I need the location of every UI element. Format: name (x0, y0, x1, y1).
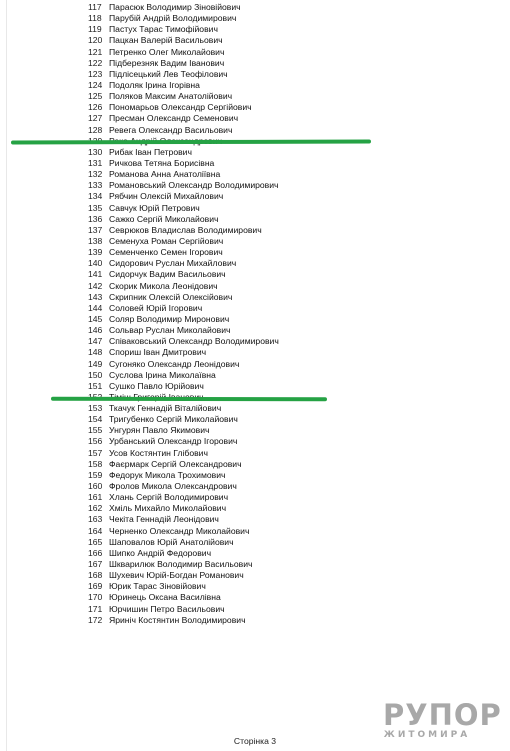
item-name: Чекіта Геннадій Леонідович (109, 514, 219, 525)
item-name: Парасюк Володимир Зіновійович (109, 2, 241, 12)
list-item (88, 191, 488, 202)
page-number: Сторінка 3 (233, 736, 277, 746)
watermark-logo (383, 698, 502, 741)
item-name: Скорик Микола Леонідович (109, 280, 218, 291)
item-number: 153 (88, 403, 103, 414)
item-number: 143 (88, 291, 103, 302)
item-number: 157 (88, 447, 103, 458)
item-name: Яриніч Костянтин Володимирович (109, 614, 246, 625)
list-item (88, 303, 488, 314)
list-item (88, 180, 488, 191)
item-number: 121 (88, 46, 103, 57)
item-number: 127 (88, 113, 103, 124)
item-number: 166 (88, 547, 103, 558)
item-name: Петренко Олег Миколайович (109, 46, 225, 57)
item-number: 151 (88, 380, 103, 391)
list-item (88, 514, 488, 525)
item-name: Сольвар Руслан Миколайович (109, 325, 231, 336)
item-name: Усов Костянтин Глібович (109, 447, 208, 458)
item-number: 154 (88, 414, 103, 425)
list-item (88, 325, 488, 336)
watermark-main-text: РУПОР (383, 698, 502, 732)
item-name: Фролов Микола Олександрович (109, 481, 237, 492)
item-number: 158 (88, 458, 103, 469)
item-name: Фаєрмарк Сергій Олександрович (109, 458, 242, 469)
list-item (88, 147, 488, 158)
item-name: Юрик Тарас Зіновійович (109, 581, 206, 592)
list-item (88, 459, 488, 470)
item-name: Романовський Олександр Володимирович (109, 180, 279, 191)
item-name: Хміль Михайло Миколайович (109, 503, 227, 514)
list-item (88, 113, 488, 124)
item-number: 126 (88, 102, 103, 113)
item-name: Шкварилюк Володимир Васильович (109, 559, 253, 570)
item-name: Суслова Ірина Миколаївна (109, 369, 216, 380)
item-number: 167 (88, 559, 103, 570)
item-number: 163 (88, 514, 103, 525)
list-item (88, 13, 488, 24)
item-name: Ричкова Тетяна Борисівна (109, 157, 215, 168)
item-number: 162 (88, 503, 103, 514)
item-number: 149 (88, 358, 103, 369)
item-name: Черненко Олександр Миколайович (109, 525, 250, 536)
item-number: 138 (88, 235, 103, 246)
item-name: Сугоняко Олександр Леонідович (109, 358, 240, 369)
item-name: Севрюков Владислав Володимирович (109, 224, 262, 235)
item-number: 137 (88, 224, 103, 235)
list-item (88, 359, 488, 370)
item-name: Соловей Юрій Ігорович (109, 302, 203, 313)
item-number: 170 (88, 592, 103, 603)
item-name: Урбанський Олександр Ігорович (109, 436, 238, 447)
item-name: Рибак Іван Петрович (109, 146, 192, 157)
item-name: Ревега Олександр Васильович (109, 124, 233, 135)
watermark-sub-text: ЖИТОМИРА (383, 730, 471, 740)
list-item (88, 225, 488, 236)
item-name: Савчук Юрій Петрович (109, 202, 200, 213)
item-number: 132 (88, 169, 103, 180)
list-item (88, 80, 488, 91)
list-item (88, 102, 488, 113)
list-item (88, 604, 488, 615)
list-item (88, 281, 488, 292)
item-number: 147 (88, 336, 103, 347)
list-item (88, 169, 488, 180)
item-number: 117 (88, 2, 102, 12)
item-number: 164 (88, 525, 103, 536)
item-name: Хлань Сергій Володимирович (109, 492, 229, 503)
item-number: 160 (88, 481, 103, 492)
item-name: Юрчишин Петро Васильович (109, 603, 225, 614)
item-number: 118 (88, 13, 102, 24)
list-item (88, 470, 488, 481)
item-number: 156 (88, 436, 103, 447)
item-name: Рябчин Олексій Михайлович (109, 191, 224, 202)
item-number: 165 (88, 536, 103, 547)
list-item (88, 203, 488, 214)
item-number: 133 (88, 180, 103, 191)
list-item (88, 403, 488, 414)
item-name: Парубій Андрій Володимирович (109, 13, 237, 24)
item-name: Унгурян Павло Якимович (109, 425, 210, 436)
item-name: Співаковський Олександр Володимирович (109, 336, 279, 347)
item-number: 122 (88, 57, 103, 68)
list-item (88, 537, 488, 548)
item-name: Поляков Максим Анатолійович (109, 91, 233, 102)
item-number: 142 (88, 280, 103, 291)
list-item (88, 592, 488, 603)
item-number: 141 (88, 269, 103, 280)
item-name: Пресман Олександр Семенович (109, 113, 239, 124)
list-item (88, 2, 488, 13)
item-name: Юринець Оксана Василівна (109, 592, 221, 603)
item-number: 125 (88, 91, 103, 102)
highlight-line (51, 397, 327, 401)
item-name: Федорук Микола Трохимович (109, 469, 226, 480)
item-name: Підберезняк Вадим Іванович (109, 57, 225, 68)
item-number: 169 (88, 581, 103, 592)
list-item (88, 258, 488, 269)
list-item (88, 425, 488, 436)
item-name: Сидорович Руслан Михайлович (109, 258, 237, 269)
item-name: Подоляк Ірина Ігорівна (109, 79, 200, 90)
list-item (88, 292, 488, 303)
item-name: Підлісецький Лев Теофілович (109, 68, 228, 79)
item-number: 135 (88, 202, 103, 213)
item-number: 145 (88, 313, 103, 324)
list-item (88, 526, 488, 537)
list-item (88, 91, 488, 102)
item-name: Шипко Андрій Федорович (109, 547, 212, 558)
list-item (88, 314, 488, 325)
list-item (88, 581, 488, 592)
list-item (88, 570, 488, 581)
item-number: 171 (88, 603, 103, 614)
item-number: 144 (88, 302, 103, 313)
list-item (88, 370, 488, 381)
list-item (88, 236, 488, 247)
list-item (88, 24, 488, 35)
item-number: 128 (88, 124, 103, 135)
item-number: 136 (88, 213, 103, 224)
item-number: 119 (88, 24, 102, 35)
scan-edge (6, 0, 7, 751)
item-name: Шаповалов Юрій Анатолійович (109, 536, 234, 547)
item-name: Семенченко Семен Ігорович (109, 247, 223, 258)
item-number: 150 (88, 369, 103, 380)
list-item (88, 481, 488, 492)
list-item (88, 158, 488, 169)
list-item (88, 559, 488, 570)
item-number: 172 (88, 614, 103, 625)
item-name: Сушко Павло Юрійович (109, 380, 204, 391)
list-item (88, 58, 488, 69)
item-name: Соляр Володимир Миронович (109, 313, 230, 324)
item-name: Семенуха Роман Сергійович (109, 235, 224, 246)
list-item (88, 503, 488, 514)
list-item (88, 125, 488, 136)
item-name: Пономарьов Олександр Сергійович (109, 102, 252, 113)
item-name: Сидорчук Вадим Васильович (109, 269, 226, 280)
list-item (88, 436, 488, 447)
list-item (88, 214, 488, 225)
deputies-list (88, 2, 488, 626)
item-number: 140 (88, 258, 103, 269)
item-number: 168 (88, 570, 103, 581)
item-name: Шухевич Юрій-Богдан Романович (109, 570, 244, 581)
list-item (88, 414, 488, 425)
item-name: Пацкан Валерій Васильович (109, 35, 223, 46)
item-name: Скрипник Олексій Олексійович (109, 291, 233, 302)
list-item (88, 47, 488, 58)
list-item (88, 381, 488, 392)
item-name: Ткачук Геннадій Віталійович (109, 403, 222, 414)
list-item (88, 35, 488, 46)
item-number: 123 (88, 68, 103, 79)
item-number: 139 (88, 247, 103, 258)
item-number: 159 (88, 469, 103, 480)
item-number: 146 (88, 325, 103, 336)
item-number: 161 (88, 492, 103, 503)
item-number: 148 (88, 347, 103, 358)
list-item (88, 336, 488, 347)
list-item (88, 69, 488, 80)
item-number: 131 (88, 157, 103, 168)
item-name: Романова Анна Анатоліївна (109, 169, 221, 180)
item-name: Спориш Іван Дмитрович (109, 347, 207, 358)
list-item (88, 269, 488, 280)
list-item (88, 548, 488, 559)
list-item (88, 247, 488, 258)
list-item (88, 492, 488, 503)
item-number: 124 (88, 79, 103, 90)
item-number: 134 (88, 191, 103, 202)
list-item (88, 615, 488, 626)
list-item (88, 448, 488, 459)
item-name: Сажко Сергій Миколайович (109, 213, 219, 224)
item-name: Пастух Тарас Тимофійович (109, 24, 218, 35)
list-item (88, 347, 488, 358)
item-name: Тригубенко Сергій Миколайович (109, 414, 238, 425)
item-number: 155 (88, 425, 103, 436)
item-number: 120 (88, 35, 103, 46)
item-number: 130 (88, 146, 103, 157)
